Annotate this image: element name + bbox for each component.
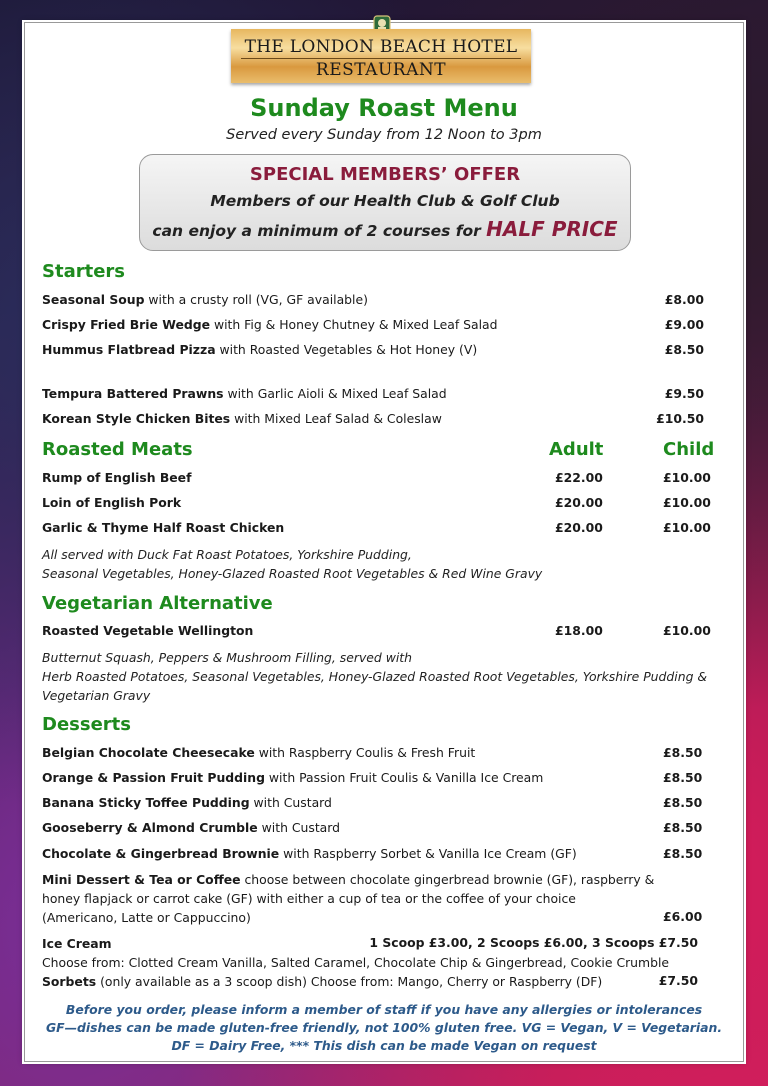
page-subtitle: Served every Sunday from 12 Noon to 3pm xyxy=(226,127,542,143)
item-name: Hummus Flatbread Pizza xyxy=(42,342,216,357)
column-heading-child: Child xyxy=(663,439,715,460)
item-price-child: £10.00 xyxy=(663,623,711,638)
item-price: £9.50 xyxy=(664,386,704,401)
menu-item xyxy=(42,520,743,538)
menu-item xyxy=(42,495,743,513)
menu-item xyxy=(42,846,743,864)
footer-line-1: Before you order, please inform a member of staff if you have any allergies or intolerances xyxy=(65,1002,703,1017)
item-price-adult: £20.00 xyxy=(555,495,603,510)
sorbets-price: £7.50 xyxy=(658,973,698,988)
meats-note-line-1: All served with Duck Fat Roast Potatoes, Yorkshire Pudding, xyxy=(42,547,412,562)
ice-cream-flavours: Choose from: Clotted Cream Vanilla, Salted Caramel, Chocolate Chip & Gingerbread, Cookie Crumble xyxy=(42,955,670,970)
item-price-adult: £18.00 xyxy=(555,623,603,638)
item-name: Orange & Passion Fruit Pudding xyxy=(42,770,265,785)
members-offer-box xyxy=(139,154,631,251)
offer-line-2-prefix: can enjoy a minimum of 2 courses for xyxy=(152,222,487,240)
hotel-logo xyxy=(231,23,531,83)
item-price: £8.00 xyxy=(664,292,704,307)
item-name: Ice Cream xyxy=(42,936,112,951)
logo-divider xyxy=(241,58,521,59)
mini-dessert-line-2: honey flapjack or carrot cake (GF) with either a cup of tea or the coffee of your choice xyxy=(42,891,576,906)
column-heading-adult: Adult xyxy=(549,439,604,460)
item-desc: with Garlic Aioli & Mixed Leaf Salad xyxy=(223,386,447,401)
menu-item xyxy=(42,770,743,788)
offer-half-price: HALF PRICE xyxy=(486,217,618,241)
item-price-child: £10.00 xyxy=(663,520,711,535)
item-name: Belgian Chocolate Cheesecake xyxy=(42,745,255,760)
item-desc: with Custard xyxy=(249,795,332,810)
menu-item xyxy=(42,470,743,488)
item-price: £8.50 xyxy=(663,846,703,861)
page-title: Sunday Roast Menu xyxy=(250,94,518,122)
item-desc: choose between chocolate gingerbread brownie (GF), raspberry & xyxy=(240,872,655,887)
item-price: £8.50 xyxy=(663,745,703,760)
item-price: £8.50 xyxy=(663,820,703,835)
menu-item xyxy=(42,795,743,813)
section-heading-desserts: Desserts xyxy=(42,714,131,735)
section-heading-roasted-meats: Roasted Meats xyxy=(42,439,193,460)
item-name: Banana Sticky Toffee Pudding xyxy=(42,795,250,810)
footer-line-2: GF—dishes can be made gluten-free friendly, not 100% gluten free. VG = Vegan, V = Vegetarian. xyxy=(45,1020,723,1035)
item-desc: with Raspberry Sorbet & Vanilla Ice Cream (GF) xyxy=(279,846,577,861)
item-price: £8.50 xyxy=(664,342,704,357)
menu-item xyxy=(42,386,743,404)
item-price-child: £10.00 xyxy=(663,470,711,485)
allergy-footer xyxy=(25,1001,743,1055)
item-name: Gooseberry & Almond Crumble xyxy=(42,820,258,835)
menu-item xyxy=(42,623,743,641)
item-name: Crispy Fried Brie Wedge xyxy=(42,317,210,332)
logo-line-restaurant: RESTAURANT xyxy=(315,60,447,80)
menu-item xyxy=(42,820,743,838)
item-name: Tempura Battered Prawns xyxy=(42,386,224,401)
item-desc: with Fig & Honey Chutney & Mixed Leaf Salad xyxy=(210,317,498,332)
item-price: £8.50 xyxy=(663,770,703,785)
offer-line-1: Members of our Health Club & Golf Club xyxy=(210,192,560,210)
offer-heading: SPECIAL MEMBERS’ OFFER xyxy=(249,164,521,185)
menu-item xyxy=(42,317,743,335)
item-name: Korean Style Chicken Bites xyxy=(42,411,231,426)
item-desc: with a crusty roll (VG, GF available) xyxy=(144,292,368,307)
item-desc: with Roasted Vegetables & Hot Honey (V) xyxy=(215,342,478,357)
item-desc: with Custard xyxy=(257,820,341,835)
item-name: Seasonal Soup xyxy=(42,292,145,307)
vegetarian-note-line-3: Vegetarian Gravy xyxy=(42,688,151,703)
menu-item xyxy=(42,745,743,763)
item-desc: with Mixed Leaf Salad & Coleslaw xyxy=(230,411,442,426)
item-price: £9.00 xyxy=(664,317,704,332)
item-name: Chocolate & Gingerbread Brownie xyxy=(42,846,280,861)
item-desc: with Raspberry Coulis & Fresh Fruit xyxy=(254,745,476,760)
item-price-adult: £22.00 xyxy=(555,470,603,485)
vegetarian-note-line-2: Herb Roasted Potatoes, Seasonal Vegetables, Honey-Glazed Roasted Root Vegetables, Yorkshire Pudding & xyxy=(42,669,708,684)
item-price-child: £10.00 xyxy=(663,495,711,510)
footer-line-3: DF = Dairy Free, *** This dish can be made Vegan on request xyxy=(171,1038,597,1053)
meats-note-line-2: Seasonal Vegetables, Honey-Glazed Roasted Root Vegetables & Red Wine Gravy xyxy=(42,566,543,581)
item-name: Rump of English Beef xyxy=(42,470,192,485)
item-name: Roasted Vegetable Wellington xyxy=(42,623,254,638)
menu-page xyxy=(24,22,744,1062)
menu-item xyxy=(42,342,743,360)
ice-cream-prices: 1 Scoop £3.00, 2 Scoops £6.00, 3 Scoops £7.50 xyxy=(369,935,698,950)
logo-line-hotel: THE LONDON BEACH HOTEL xyxy=(244,37,518,57)
item-name: Mini Dessert & Tea or Coffee xyxy=(42,872,241,887)
sorbets-name: Sorbets xyxy=(42,974,97,989)
vegetarian-note-line-1: Butternut Squash, Peppers & Mushroom Filling, served with xyxy=(42,650,413,665)
section-heading-vegetarian: Vegetarian Alternative xyxy=(42,593,273,614)
item-price: £10.50 xyxy=(656,411,704,426)
mini-dessert-item xyxy=(42,870,723,927)
menu-item xyxy=(42,292,743,310)
mini-dessert-line-3: (Americano, Latte or Cappuccino) xyxy=(42,910,251,925)
sorbets-desc: (only available as a 3 scoop dish) Choose from: Mango, Cherry or Raspberry (DF) xyxy=(96,974,603,989)
item-desc: with Passion Fruit Coulis & Vanilla Ice Cream xyxy=(264,770,544,785)
item-name: Garlic & Thyme Half Roast Chicken xyxy=(42,520,285,535)
section-heading-starters: Starters xyxy=(42,261,125,282)
item-price: £8.50 xyxy=(663,795,703,810)
item-price: £6.00 xyxy=(663,909,703,924)
meats-note xyxy=(42,545,723,583)
menu-item xyxy=(42,411,743,429)
item-name: Loin of English Pork xyxy=(42,495,182,510)
vegetarian-note xyxy=(42,648,723,705)
offer-line-2 xyxy=(140,217,630,241)
item-price-adult: £20.00 xyxy=(555,520,603,535)
